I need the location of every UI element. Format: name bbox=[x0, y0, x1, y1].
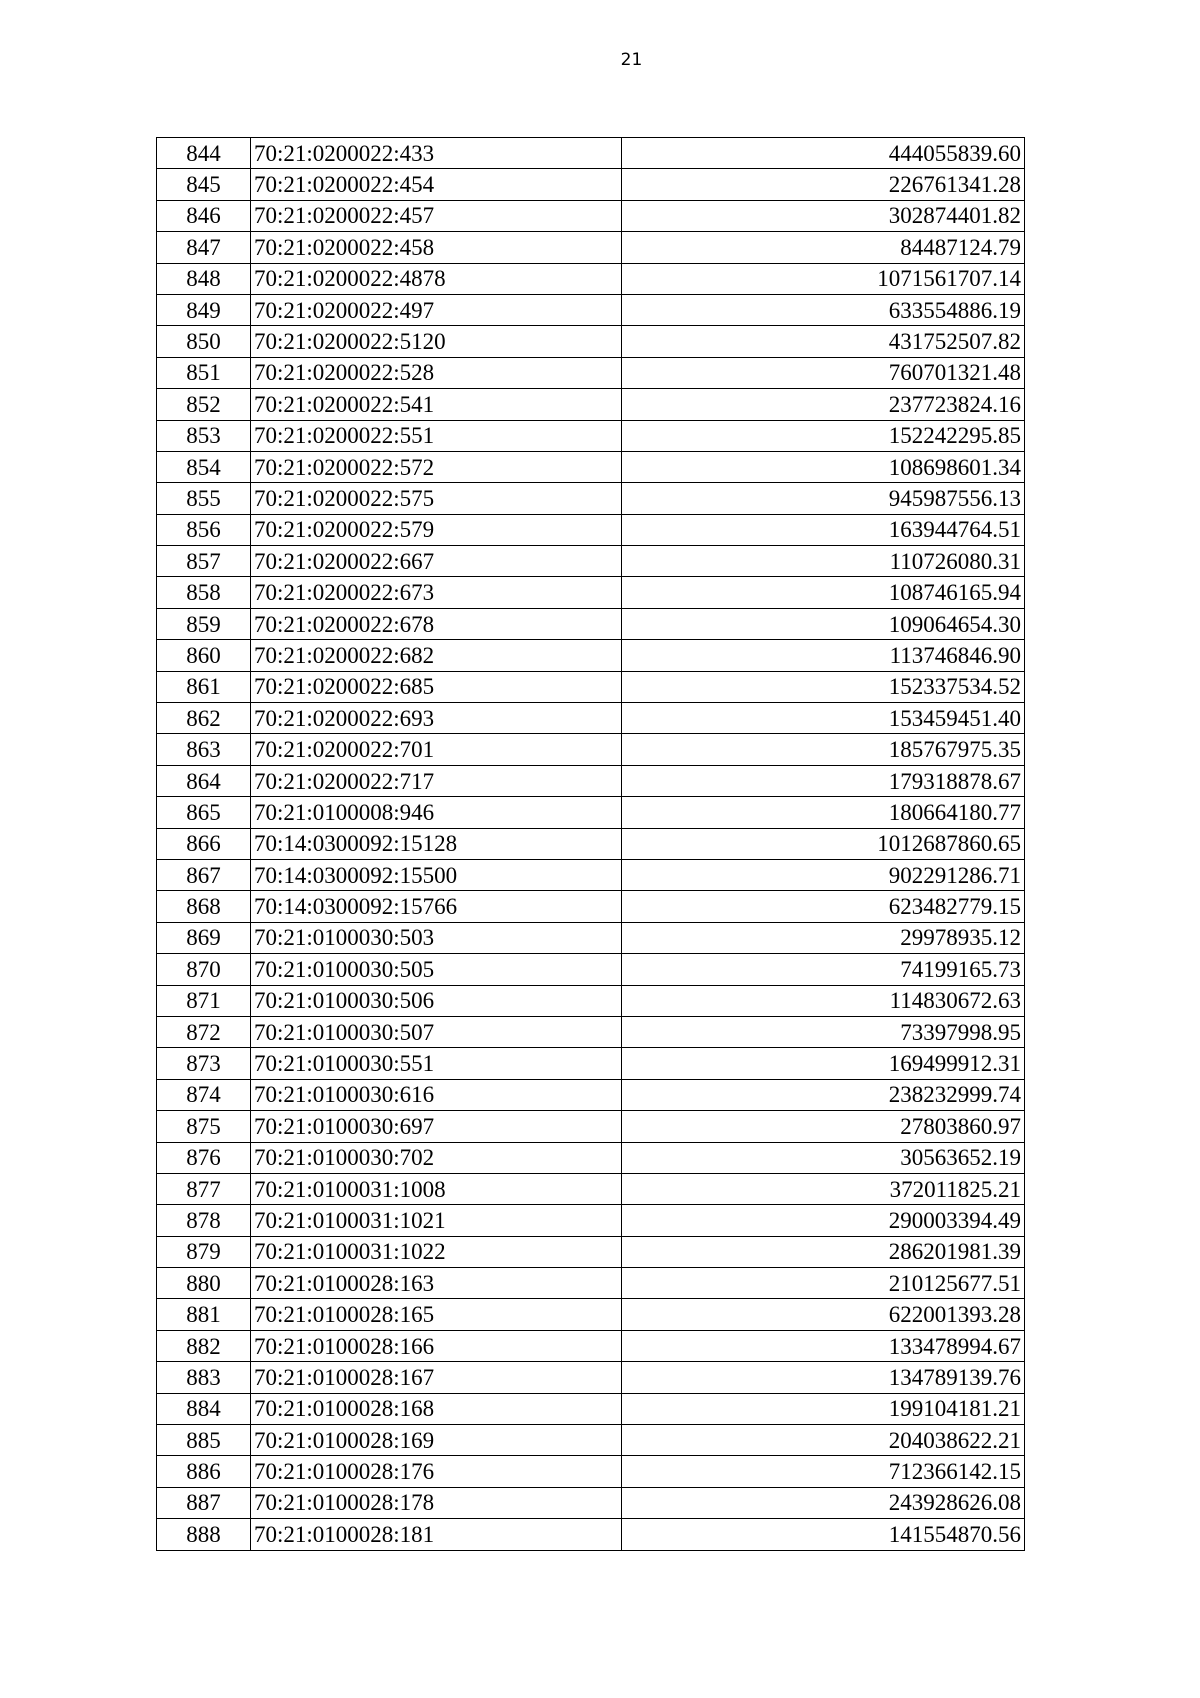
row-number-cell: 878 bbox=[157, 1205, 251, 1236]
cadastral-value-cell: 110726080.31 bbox=[622, 546, 1025, 577]
cadastral-value-cell: 945987556.13 bbox=[622, 483, 1025, 514]
cadastral-number-cell: 70:21:0200022:682 bbox=[251, 640, 622, 671]
cadastral-number-cell: 70:21:0100030:507 bbox=[251, 1016, 622, 1047]
row-number-cell: 850 bbox=[157, 326, 251, 357]
cadastral-number-cell: 70:14:0300092:15128 bbox=[251, 828, 622, 859]
cadastral-value-cell: 290003394.49 bbox=[622, 1205, 1025, 1236]
cadastral-value-cell: 633554886.19 bbox=[622, 294, 1025, 325]
table-row bbox=[157, 1393, 1025, 1424]
cadastral-number-cell: 70:21:0200022:551 bbox=[251, 420, 622, 451]
cadastral-number-cell: 70:21:0100008:946 bbox=[251, 797, 622, 828]
cadastral-number-cell: 70:21:0100028:165 bbox=[251, 1299, 622, 1330]
cadastral-number-cell: 70:21:0100028:166 bbox=[251, 1330, 622, 1361]
table-row bbox=[157, 859, 1025, 890]
row-number-cell: 868 bbox=[157, 891, 251, 922]
cadastral-value-cell: 1071561707.14 bbox=[622, 263, 1025, 294]
cadastral-number-cell: 70:21:0200022:673 bbox=[251, 577, 622, 608]
cadastral-number-cell: 70:21:0200022:497 bbox=[251, 294, 622, 325]
cadastral-value-cell: 243928626.08 bbox=[622, 1487, 1025, 1518]
cadastral-number-cell: 70:21:0100028:163 bbox=[251, 1268, 622, 1299]
table-row bbox=[157, 954, 1025, 985]
cadastral-value-cell: 179318878.67 bbox=[622, 765, 1025, 796]
cadastral-number-cell: 70:21:0200022:667 bbox=[251, 546, 622, 577]
cadastral-value-cell: 372011825.21 bbox=[622, 1173, 1025, 1204]
row-number-cell: 888 bbox=[157, 1519, 251, 1550]
row-number-cell: 856 bbox=[157, 514, 251, 545]
table-row bbox=[157, 1236, 1025, 1267]
table-row bbox=[157, 734, 1025, 765]
cadastral-value-cell: 134789139.76 bbox=[622, 1362, 1025, 1393]
cadastral-number-cell: 70:21:0200022:701 bbox=[251, 734, 622, 765]
row-number-cell: 872 bbox=[157, 1016, 251, 1047]
row-number-cell: 863 bbox=[157, 734, 251, 765]
cadastral-number-cell: 70:14:0300092:15500 bbox=[251, 859, 622, 890]
table-row bbox=[157, 1268, 1025, 1299]
cadastral-value-cell: 163944764.51 bbox=[622, 514, 1025, 545]
cadastral-number-cell: 70:14:0300092:15766 bbox=[251, 891, 622, 922]
cadastral-number-cell: 70:21:0200022:5120 bbox=[251, 326, 622, 357]
table-row bbox=[157, 1111, 1025, 1142]
row-number-cell: 881 bbox=[157, 1299, 251, 1330]
table-row bbox=[157, 200, 1025, 231]
row-number-cell: 861 bbox=[157, 671, 251, 702]
cadastral-number-cell: 70:21:0200022:693 bbox=[251, 703, 622, 734]
cadastral-value-cell: 760701321.48 bbox=[622, 357, 1025, 388]
row-number-cell: 871 bbox=[157, 985, 251, 1016]
table-row bbox=[157, 263, 1025, 294]
table-row bbox=[157, 1362, 1025, 1393]
cadastral-value-cell: 152337534.52 bbox=[622, 671, 1025, 702]
row-number-cell: 848 bbox=[157, 263, 251, 294]
cadastral-number-cell: 70:21:0200022:528 bbox=[251, 357, 622, 388]
row-number-cell: 852 bbox=[157, 389, 251, 420]
cadastral-value-cell: 185767975.35 bbox=[622, 734, 1025, 765]
cadastral-value-cell: 302874401.82 bbox=[622, 200, 1025, 231]
cadastral-number-cell: 70:21:0100028:169 bbox=[251, 1425, 622, 1456]
row-number-cell: 870 bbox=[157, 954, 251, 985]
cadastral-number-cell: 70:21:0100030:506 bbox=[251, 985, 622, 1016]
cadastral-value-cell: 210125677.51 bbox=[622, 1268, 1025, 1299]
row-number-cell: 846 bbox=[157, 200, 251, 231]
row-number-cell: 849 bbox=[157, 294, 251, 325]
table-row bbox=[157, 420, 1025, 451]
cadastral-number-cell: 70:21:0100030:702 bbox=[251, 1142, 622, 1173]
row-number-cell: 860 bbox=[157, 640, 251, 671]
cadastral-number-cell: 70:21:0100031:1021 bbox=[251, 1205, 622, 1236]
cadastral-value-cell: 27803860.97 bbox=[622, 1111, 1025, 1142]
table-row bbox=[157, 797, 1025, 828]
cadastral-number-cell: 70:21:0200022:454 bbox=[251, 169, 622, 200]
page-number: 21 bbox=[620, 50, 643, 70]
cadastral-number-cell: 70:21:0200022:457 bbox=[251, 200, 622, 231]
cadastral-value-cell: 237723824.16 bbox=[622, 389, 1025, 420]
row-number-cell: 866 bbox=[157, 828, 251, 859]
table-row bbox=[157, 1487, 1025, 1518]
cadastral-number-cell: 70:21:0200022:685 bbox=[251, 671, 622, 702]
table-row bbox=[157, 451, 1025, 482]
cadastral-number-cell: 70:21:0200022:572 bbox=[251, 451, 622, 482]
cadastral-value-cell: 73397998.95 bbox=[622, 1016, 1025, 1047]
cadastral-number-cell: 70:21:0200022:717 bbox=[251, 765, 622, 796]
row-number-cell: 844 bbox=[157, 138, 251, 169]
table-row bbox=[157, 1079, 1025, 1110]
row-number-cell: 875 bbox=[157, 1111, 251, 1142]
row-number-cell: 886 bbox=[157, 1456, 251, 1487]
cadastral-number-cell: 70:21:0200022:579 bbox=[251, 514, 622, 545]
cadastral-number-cell: 70:21:0100028:167 bbox=[251, 1362, 622, 1393]
row-number-cell: 845 bbox=[157, 169, 251, 200]
cadastral-number-cell: 70:21:0100028:168 bbox=[251, 1393, 622, 1424]
row-number-cell: 873 bbox=[157, 1048, 251, 1079]
table-row bbox=[157, 985, 1025, 1016]
cadastral-number-cell: 70:21:0100031:1022 bbox=[251, 1236, 622, 1267]
row-number-cell: 883 bbox=[157, 1362, 251, 1393]
row-number-cell: 887 bbox=[157, 1487, 251, 1518]
row-number-cell: 851 bbox=[157, 357, 251, 388]
cadastral-value-cell: 141554870.56 bbox=[622, 1519, 1025, 1550]
cadastral-number-cell: 70:21:0100028:176 bbox=[251, 1456, 622, 1487]
cadastral-value-cell: 133478994.67 bbox=[622, 1330, 1025, 1361]
cadastral-value-cell: 30563652.19 bbox=[622, 1142, 1025, 1173]
cadastral-number-cell: 70:21:0200022:575 bbox=[251, 483, 622, 514]
table-body bbox=[157, 138, 1025, 1551]
table-row bbox=[157, 546, 1025, 577]
cadastral-value-cell: 153459451.40 bbox=[622, 703, 1025, 734]
cadastral-value-cell: 114830672.63 bbox=[622, 985, 1025, 1016]
table-row bbox=[157, 703, 1025, 734]
cadastral-value-cell: 712366142.15 bbox=[622, 1456, 1025, 1487]
table-row bbox=[157, 577, 1025, 608]
cadastral-value-cell: 199104181.21 bbox=[622, 1393, 1025, 1424]
table-row bbox=[157, 483, 1025, 514]
table-row bbox=[157, 640, 1025, 671]
cadastral-number-cell: 70:21:0100028:178 bbox=[251, 1487, 622, 1518]
cadastral-number-cell: 70:21:0100028:181 bbox=[251, 1519, 622, 1550]
table-row bbox=[157, 765, 1025, 796]
table-row bbox=[157, 1048, 1025, 1079]
cadastral-number-cell: 70:21:0100030:616 bbox=[251, 1079, 622, 1110]
cadastral-value-cell: 29978935.12 bbox=[622, 922, 1025, 953]
table-row bbox=[157, 671, 1025, 702]
cadastral-number-cell: 70:21:0100030:697 bbox=[251, 1111, 622, 1142]
table-row bbox=[157, 1519, 1025, 1550]
row-number-cell: 862 bbox=[157, 703, 251, 734]
row-number-cell: 867 bbox=[157, 859, 251, 890]
cadastral-value-cell: 108698601.34 bbox=[622, 451, 1025, 482]
cadastral-value-cell: 1012687860.65 bbox=[622, 828, 1025, 859]
cadastral-number-cell: 70:21:0100030:503 bbox=[251, 922, 622, 953]
cadastral-value-cell: 109064654.30 bbox=[622, 608, 1025, 639]
table-row bbox=[157, 1330, 1025, 1361]
cadastral-value-cell: 286201981.39 bbox=[622, 1236, 1025, 1267]
table-row bbox=[157, 294, 1025, 325]
cadastral-number-cell: 70:21:0100030:551 bbox=[251, 1048, 622, 1079]
row-number-cell: 876 bbox=[157, 1142, 251, 1173]
table-row bbox=[157, 514, 1025, 545]
row-number-cell: 854 bbox=[157, 451, 251, 482]
cadastral-value-cell: 113746846.90 bbox=[622, 640, 1025, 671]
cadastral-value-cell: 444055839.60 bbox=[622, 138, 1025, 169]
table-row bbox=[157, 389, 1025, 420]
row-number-cell: 879 bbox=[157, 1236, 251, 1267]
row-number-cell: 882 bbox=[157, 1330, 251, 1361]
cadastral-value-cell: 238232999.74 bbox=[622, 1079, 1025, 1110]
cadastral-value-cell: 623482779.15 bbox=[622, 891, 1025, 922]
row-number-cell: 855 bbox=[157, 483, 251, 514]
cadastral-value-cell: 204038622.21 bbox=[622, 1425, 1025, 1456]
table-row bbox=[157, 326, 1025, 357]
cadastral-value-cell: 152242295.85 bbox=[622, 420, 1025, 451]
cadastral-number-cell: 70:21:0100030:505 bbox=[251, 954, 622, 985]
table-row bbox=[157, 232, 1025, 263]
row-number-cell: 884 bbox=[157, 1393, 251, 1424]
row-number-cell: 885 bbox=[157, 1425, 251, 1456]
cadastral-number-cell: 70:21:0200022:433 bbox=[251, 138, 622, 169]
table-row bbox=[157, 891, 1025, 922]
row-number-cell: 853 bbox=[157, 420, 251, 451]
table-row bbox=[157, 1456, 1025, 1487]
cadastral-number-cell: 70:21:0200022:678 bbox=[251, 608, 622, 639]
table-row bbox=[157, 1205, 1025, 1236]
cadastral-number-cell: 70:21:0200022:458 bbox=[251, 232, 622, 263]
row-number-cell: 874 bbox=[157, 1079, 251, 1110]
row-number-cell: 877 bbox=[157, 1173, 251, 1204]
cadastral-value-cell: 226761341.28 bbox=[622, 169, 1025, 200]
table-row bbox=[157, 922, 1025, 953]
cadastral-value-cell: 902291286.71 bbox=[622, 859, 1025, 890]
cadastral-value-cell: 622001393.28 bbox=[622, 1299, 1025, 1330]
cadastral-value-table bbox=[156, 137, 1025, 1551]
cadastral-value-cell: 431752507.82 bbox=[622, 326, 1025, 357]
table-row bbox=[157, 1425, 1025, 1456]
cadastral-number-cell: 70:21:0100031:1008 bbox=[251, 1173, 622, 1204]
row-number-cell: 865 bbox=[157, 797, 251, 828]
table-row bbox=[157, 138, 1025, 169]
table-row bbox=[157, 357, 1025, 388]
cadastral-value-cell: 169499912.31 bbox=[622, 1048, 1025, 1079]
table-row bbox=[157, 1173, 1025, 1204]
cadastral-number-cell: 70:21:0200022:4878 bbox=[251, 263, 622, 294]
row-number-cell: 864 bbox=[157, 765, 251, 796]
row-number-cell: 859 bbox=[157, 608, 251, 639]
cadastral-number-cell: 70:21:0200022:541 bbox=[251, 389, 622, 420]
table-row bbox=[157, 1142, 1025, 1173]
cadastral-value-cell: 108746165.94 bbox=[622, 577, 1025, 608]
row-number-cell: 869 bbox=[157, 922, 251, 953]
row-number-cell: 880 bbox=[157, 1268, 251, 1299]
cadastral-value-cell: 84487124.79 bbox=[622, 232, 1025, 263]
row-number-cell: 858 bbox=[157, 577, 251, 608]
table-row bbox=[157, 828, 1025, 859]
table-row bbox=[157, 169, 1025, 200]
table-row bbox=[157, 1299, 1025, 1330]
row-number-cell: 847 bbox=[157, 232, 251, 263]
table-row bbox=[157, 1016, 1025, 1047]
cadastral-value-cell: 74199165.73 bbox=[622, 954, 1025, 985]
row-number-cell: 857 bbox=[157, 546, 251, 577]
table-row bbox=[157, 608, 1025, 639]
cadastral-value-cell: 180664180.77 bbox=[622, 797, 1025, 828]
